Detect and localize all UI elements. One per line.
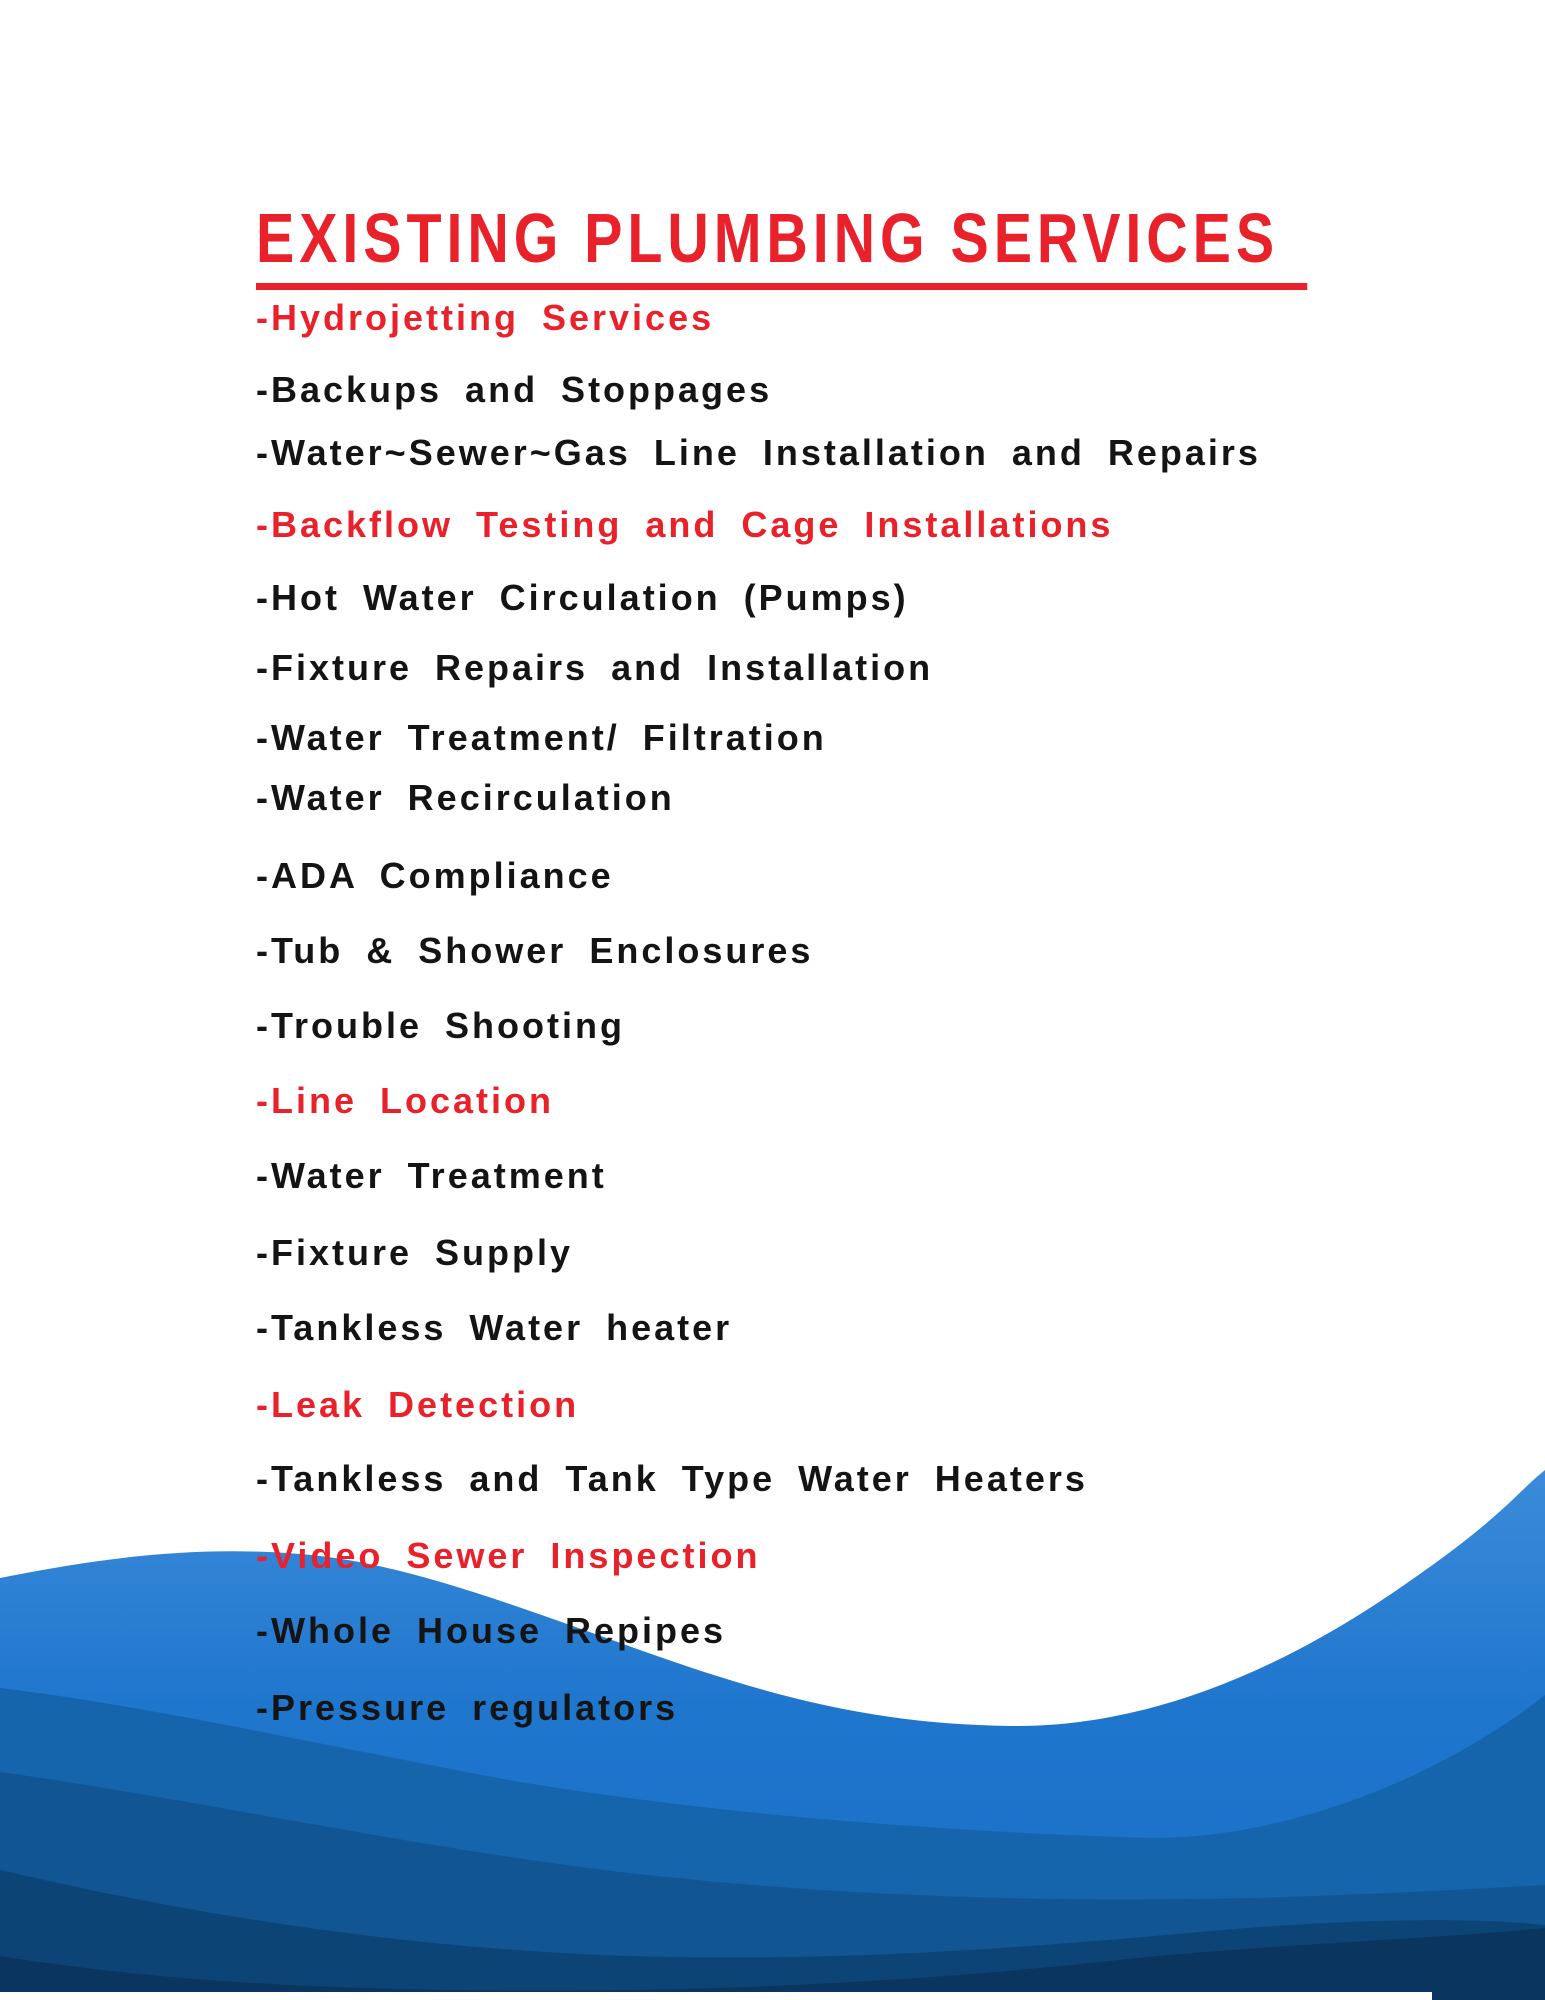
services-list — [256, 297, 1261, 1765]
service-item: -Trouble Shooting — [256, 1005, 625, 1046]
service-item: -Video Sewer Inspection — [256, 1535, 761, 1576]
service-item: -Water Recirculation — [256, 777, 675, 818]
service-item: -Fixture Repairs and Installation — [256, 647, 934, 688]
bottom-white-strip — [0, 1992, 1432, 2000]
service-item: -Tankless and Tank Type Water Heaters — [256, 1458, 1088, 1499]
service-item: -Leak Detection — [256, 1384, 580, 1425]
service-item: -Tub & Shower Enclosures — [256, 930, 814, 971]
service-item: -Hot Water Circulation (Pumps) — [256, 577, 909, 618]
service-item: -Hydrojetting Services — [256, 297, 715, 338]
service-item: -Tankless Water heater — [256, 1307, 733, 1348]
service-item: -Backups and Stoppages — [256, 369, 773, 410]
service-item: -Pressure regulators — [256, 1687, 679, 1728]
service-item: -Backflow Testing and Cage Installations — [256, 504, 1114, 545]
service-item: -Water~Sewer~Gas Line Installation and Repairs — [256, 432, 1261, 473]
service-item: -Water Treatment — [256, 1155, 607, 1196]
service-item: -Line Location — [256, 1080, 554, 1121]
service-item: -ADA Compliance — [256, 855, 614, 896]
service-item: -Fixture Supply — [256, 1232, 574, 1273]
page-title: EXISTING PLUMBING SERVICES — [256, 203, 1307, 290]
service-item: -Water Treatment/ Filtration — [256, 717, 827, 758]
service-item: -Whole House Repipes — [256, 1610, 727, 1651]
